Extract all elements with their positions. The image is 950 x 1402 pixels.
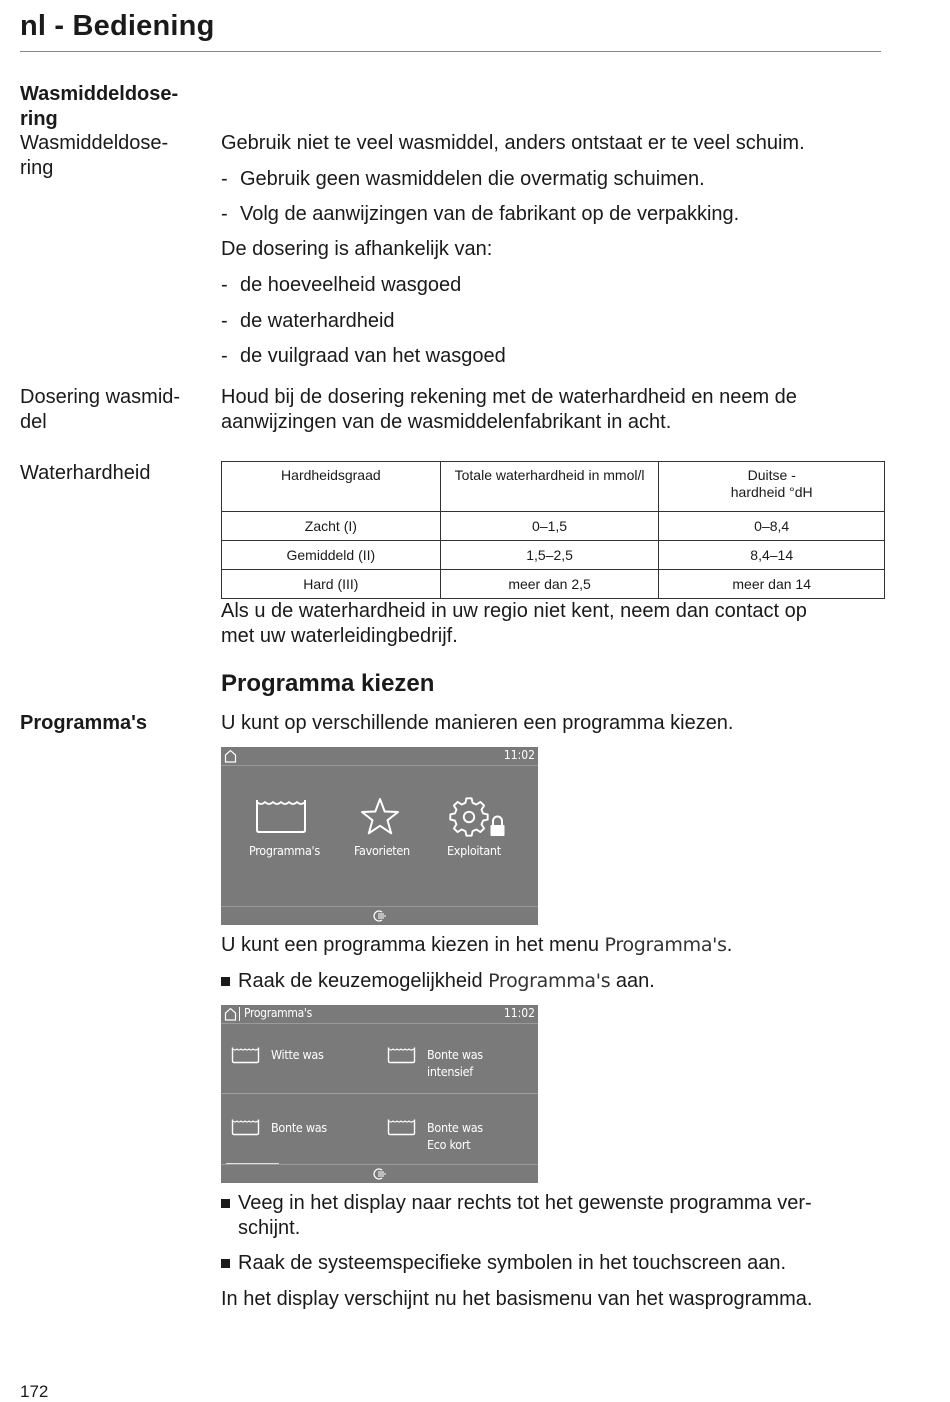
table-header-cell: Duitse - hardheid °dH — [659, 462, 885, 512]
water-hardness-table — [221, 461, 885, 599]
side-heading-detergent: Wasmiddeldose- ring — [20, 83, 179, 130]
menu-tile-label: Favorieten — [354, 843, 410, 858]
tub-icon — [254, 797, 310, 835]
table-cell: 0–8,4 — [659, 512, 885, 541]
program-label: Bonte was — [271, 1120, 327, 1135]
dosing-factor: - de waterhardheid — [221, 310, 395, 332]
table-cell: 8,4–14 — [659, 541, 885, 570]
step-touch-programs: Raak de keuzemogelijkheid Programma's aan. — [221, 969, 891, 994]
menu-tile-favorites[interactable] — [349, 797, 415, 867]
menu-tile-programs[interactable] — [245, 797, 325, 867]
table-row — [222, 570, 885, 599]
program-tile-white[interactable] — [221, 1024, 379, 1093]
menu-tile-label: Programma's — [249, 843, 320, 858]
table-cell: meer dan 14 — [659, 570, 885, 599]
program-tile-colored-intensive[interactable] — [379, 1024, 538, 1093]
section-heading-program: Programma kiezen — [221, 670, 435, 697]
hardness-contact-note: Als u de waterhardheid in uw regio niet kent, neem dan contact op met uw waterleidingbedrijf. — [221, 600, 807, 647]
table-cell: Gemiddeld (II) — [222, 541, 441, 570]
side-label-dosing: Wasmiddeldose- ring — [20, 132, 169, 179]
title-separator — [239, 1007, 240, 1021]
display-bottom-bar — [221, 1164, 538, 1183]
tub-icon — [231, 1046, 260, 1064]
display-bottom-bar — [221, 906, 538, 925]
program-tile-colored-eco-short[interactable] — [379, 1094, 538, 1164]
display-status-bar — [221, 747, 538, 766]
table-row — [222, 512, 885, 541]
dosing-depends-intro: De dosering is afhankelijk van: — [221, 238, 493, 260]
dosing-tip: - Volg de aanwijzingen van de fabrikant op de verpakking. — [221, 203, 740, 225]
gear-lock-icon — [449, 797, 507, 837]
home-icon[interactable] — [224, 1007, 237, 1021]
display-title: Programma's — [244, 1006, 312, 1020]
side-label-dosing-detergent: Dosering wasmid- del — [20, 386, 181, 433]
lock-icon — [491, 817, 505, 837]
touch-icon — [372, 910, 388, 922]
home-icon[interactable] — [224, 749, 237, 763]
menu-instruction: U kunt een programma kiezen in het menu Programma's. — [221, 934, 733, 956]
star-icon — [360, 797, 400, 837]
program-tile-colored[interactable] — [221, 1094, 379, 1164]
page-title: nl - Bediening — [20, 10, 215, 42]
menu-tile-label: Exploitant — [447, 843, 501, 858]
dosing-hardness-note: Houd bij de dosering rekening met de waterhardheid en neem de aanwijzingen van de wasmiddelenfabrikant in acht. — [221, 386, 797, 433]
program-intro: U kunt op verschillende manieren een programma kiezen. — [221, 712, 734, 734]
table-cell: Zacht (I) — [222, 512, 441, 541]
menu-tile-operator[interactable] — [443, 797, 513, 867]
bullet-square-icon — [221, 1199, 230, 1208]
touch-icon — [372, 1168, 388, 1180]
program-label: Witte was — [271, 1047, 324, 1062]
dosing-tip: - Gebruik geen wasmiddelen die overmatig schuimen. — [221, 168, 705, 190]
display-main-menu — [221, 747, 538, 925]
table-cell: Hard (III) — [222, 570, 441, 599]
display-program-list — [221, 1005, 538, 1183]
program-label: Bonte was Eco kort — [427, 1120, 483, 1152]
table-header-cell: Hardheidsgraad — [222, 462, 441, 512]
table-cell: 1,5–2,5 — [440, 541, 659, 570]
dosing-intro: Gebruik niet te veel wasmiddel, anders ontstaat er te veel schuim. — [221, 132, 805, 154]
step-touch-symbols: Raak de systeemspecifieke symbolen in het touchscreen aan. — [221, 1251, 891, 1276]
dosing-factor: - de hoeveelheid wasgoed — [221, 274, 462, 296]
table-row — [222, 541, 885, 570]
bullet-square-icon — [221, 977, 230, 986]
table-cell: 0–1,5 — [440, 512, 659, 541]
page-number: 172 — [20, 1382, 49, 1401]
step-swipe: Veeg in het display naar rechts tot het gewenste programma ver- schijnt. — [221, 1191, 891, 1241]
display-clock: 11:02 — [503, 1006, 535, 1020]
tub-icon — [231, 1118, 260, 1136]
program-outro: In het display verschijnt nu het basismenu van het wasprogramma. — [221, 1288, 813, 1310]
header-divider — [20, 51, 881, 52]
dosing-factor: - de vuilgraad van het wasgoed — [221, 345, 506, 367]
side-heading-programs: Programma's — [20, 712, 148, 734]
program-label: Bonte was intensief — [427, 1047, 483, 1079]
tub-icon — [387, 1118, 416, 1136]
side-label-water-hardness: Waterhardheid — [20, 462, 151, 484]
table-header-cell: Totale waterhardheid in mmol/l — [440, 462, 659, 512]
bullet-square-icon — [221, 1259, 230, 1268]
table-cell: meer dan 2,5 — [440, 570, 659, 599]
tub-icon — [387, 1046, 416, 1064]
display-clock: 11:02 — [503, 748, 535, 762]
display-status-bar — [221, 1005, 538, 1024]
table-header-row — [222, 462, 885, 512]
